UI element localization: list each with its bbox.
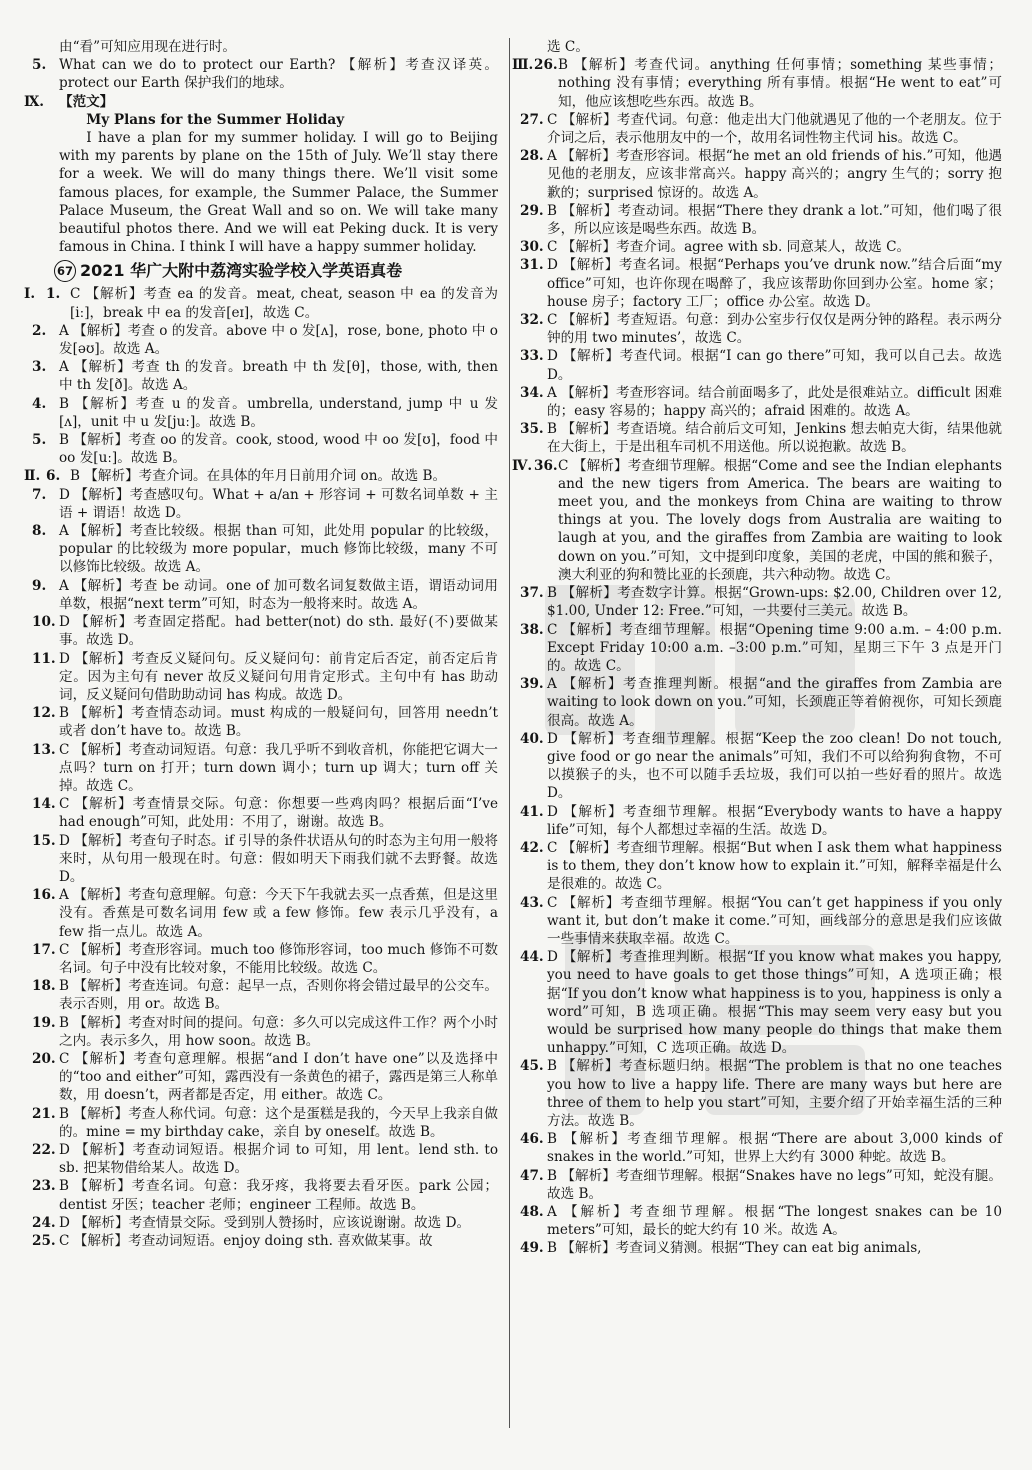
answer-entry [520,238,1002,256]
answer-entry [520,730,1002,803]
answer-text: What can we do to protect our Earth? 【解析】考查汉译英。protect our Earth 保护我们的地球。 [59,57,498,92]
answer-text: A 【解析】考查推理判断。根据“and the giraffes from Zambia are waiting to look down on you.”可知，长颈鹿正等着俯视你，可知长颈鹿很高。故选 A。 [547,676,1002,729]
answer-entry [520,384,1002,420]
answer-text: D 【解析】考查代词。根据“I can go there”可知，我可以自己去。故选 D。 [547,348,1002,383]
answer-text: B 【解析】考查介词。在具体的年月日前用介词 on。故选 B。 [70,468,447,485]
answer-entry [32,431,498,467]
section-number: Ⅳ. [512,457,533,474]
essay-section-heading [24,93,498,111]
answer-entry [520,38,1002,56]
essay-title: My Plans for the Summer Holiday [86,111,345,128]
answer-text: B 【解析】考查词义猜测。根据“They can eat big animals, [547,1240,922,1257]
question-number: 39. [520,676,544,693]
section-number: Ⅸ. [24,93,45,110]
question-number: 14. [32,796,56,813]
answer-entry [32,38,498,56]
answer-entry [520,420,1002,456]
question-number: 48. [520,1204,544,1220]
answer-entry [520,1057,1002,1130]
question-number: 38. [520,621,544,638]
question-number: 37. [520,585,544,602]
answer-entry [520,347,1002,383]
answer-text: D 【解析】考查动词短语。根据介词 to 可知，用 lent。lend sth. to sb. 把某物借给某人。故选 D。 [59,1141,498,1177]
answer-entry [32,1232,498,1250]
answer-entry [520,1239,1002,1257]
essay-body: I have a plan for my summer holiday. I will go to Beijing with my parents by plane on the 15th of July. We’ll stay there for a week. We will do many things there. We’ll visit some famous places, for example, the Summer Palace, the Summer Palace Museum, the Great Wall and so on. We will take many beautiful photos there. And we will eat Peking duck. It is very famous in China. I think I will have a happy summer holiday. [59,130,498,256]
answer-text: A 【解析】考查形容词。根据“he met an old friends of his.”可知，他遇见他的老朋友，应该非常高兴。happy 高兴的；angry 生气的；sorry 抱歉的；surprised 惊讶的。故选 A。 [547,148,1002,201]
answer-text: B 【解析】考查情态动词。must 构成的一般疑问句，回答用 needn’t 或者 don’t have to。故选 B。 [59,705,498,740]
answer-entry [520,1167,1002,1203]
answer-entry [32,1214,498,1232]
question-number: 3. [32,359,47,376]
answer-entry [520,111,1002,147]
answer-text: C 【解析】考查动词短语。句意：我几乎听不到收音机，你能把它调大一点吗？turn on 打开；turn down 调小；turn up 调大；turn off 关掉。故选 C。 [59,741,498,794]
question-number: 20. [32,1050,56,1067]
answer-entry [32,977,498,1013]
answer-text: B 【解析】考查人称代词。句意：这个是蛋糕是我的，今天早上我亲自做的。mine = my birthday cake，亲自 by oneself。故选 B。 [59,1105,498,1140]
answer-text: C 【解析】考查代词。句意：他走出大门他就遇见了他的一个老朋友。位于介词之后，表示他朋友中的一个，故用名词性物主代词 his。故选 C。 [547,111,1002,147]
answer-text: A 【解析】考查形容词。结合前面喝多了，此处是很难站立。difficult 困难的；easy 容易的；happy 高兴的；afraid 困难的。故选 A。 [547,384,1002,420]
answer-entry [32,486,498,522]
question-number: 45. [520,1058,544,1075]
answer-entry [24,285,498,321]
answer-text: D 【解析】考查反义疑问句。反义疑问句：前肯定后否定，前否定后肯定。因为主句有 never 故反义疑问句用肯定形式。主句中有 has 助动词，反义疑问句借助助动词 has 构成。故选 D。 [59,650,498,703]
answer-text: C 【解析】考查细节理解。根据“Come and see the Indian elephants and the new tigers from America. The bears are waiting to meet you, and the monkeys from China are waiting to throw things at you. The lovely dogs from Australia are waiting to laugh at you, and the giraffes from Zambia are waiting to look down on you.”可知，文中提到印度象，美国的老虎，中国的熊和猴子，澳大利亚的狗和赞比亚的长颈鹿，共六种动物。故选 C。 [558,457,1002,583]
answer-text: A 【解析】考查 o 的发音。above 中 o 发[ʌ]，rose, bone, photo 中 o 发[əʊ]。故选 A。 [59,322,498,358]
question-number: 33. [520,348,544,365]
answer-entry [32,886,498,941]
answer-text: B 【解析】考查名词。句意：我牙疼，我将要去看牙医。park 公园；dentist 牙医；teacher 老师；engineer 工程师。故选 B。 [59,1178,498,1213]
answer-text: B 【解析】考查代词。anything 任何事情；something 某些事情；nothing 没有事情；everything 所有事情。根据“He went to eat”可知，他应该想吃些东西。故选 B。 [558,57,1002,110]
left-column [24,38,498,1448]
answer-text: D 【解析】考查推理判断。根据“If you know what makes you happy, you need to have goals to get those things”可知，A 选项正确；根据“If you don’t know what happiness is to you, happiness is only a word”可知，B 选项正确。根据“This may seem very easy but you would be surprised how many people do things that make them unhappy.”可知，C 选项正确。故选 D。 [547,949,1002,1057]
answer-entry [32,1105,498,1141]
answer-entry [512,457,1002,584]
answer-entry [520,584,1002,620]
answer-text: A 【解析】考查 th 的发音。breath 中 th 发[θ]，those, with, then 中 th 发[ð]。故选 A。 [59,359,498,394]
answer-text: C 【解析】考查 ea 的发音。meat, cheat, season 中 ea 的发音为[iː]，break 中 ea 的发音[eɪ]，故选 C。 [70,286,498,321]
question-number: 46. [520,1131,544,1148]
answer-text: B 【解析】考查细节理解。根据“Snakes have no legs”可知，蛇没有腿。故选 B。 [547,1167,1002,1202]
answer-entry [32,1141,498,1177]
answer-text: C 【解析】考查短语。句意：到办公室步行仅仅是两分钟的路程。表示两分钟的用 two minutes’，故选 C。 [547,312,1002,347]
question-number: 11. [32,650,56,667]
answer-text: B 【解析】考查细节理解。根据“There are about 3,000 kinds of snakes in the world.”可知，世界上大约有 3000 种蛇。故选 B。 [547,1131,1002,1166]
question-number: 42. [520,839,544,856]
question-number: 15. [32,832,56,849]
question-number: 47. [520,1167,544,1184]
answer-text: A 【解析】考查句意理解。句意：今天下午我就去买一点香蕉，但是这里没有。香蕉是可数名词用 few 或 a few 修饰。few 表示几乎没有，a few 指一点儿。故选 A。 [59,887,498,940]
answer-entry [520,839,1002,894]
answer-entry [32,395,498,431]
answer-text: 由“看”可知应用现在进行时。 [59,39,237,55]
answer-entry [32,322,498,358]
question-number: 17. [32,941,56,958]
answer-entry [32,522,498,577]
question-number: 10. [32,614,56,631]
answer-text: B 【解析】考查 oo 的发音。cook, stood, wood 中 oo 发[ʊ]，food 中 oo 发[uː]。故选 B。 [59,432,498,467]
essay-label: 【范文】 [59,93,114,110]
answer-entry [32,1177,498,1213]
answer-entry [32,613,498,649]
answer-text: B 【解析】考查数字计算。根据“Grown-ups: $2.00, Children over 12, $1.00, Under 12: Free.”可知，一共要付三美元。故选 B。 [547,585,1002,620]
answer-entry [32,577,498,613]
answer-text: D 【解析】考查句子时态。if 引导的条件状语从句的时态为主句用一般将来时，从句用一般现在时。句意：假如明天下雨我们就不去野餐。故选 D。 [59,832,498,885]
question-number: 49. [520,1240,544,1257]
question-number: 7. [32,486,47,503]
answer-text: C 【解析】考查句意理解。根据“and I don’t have one”以及选择中的“too and either”可知，露西没有一条黄色的裙子，露西是第三人称单数，用 doesn’t，两者都是否定，用 either。故选 C。 [59,1050,498,1104]
question-number: 22. [32,1141,56,1158]
answer-text: 选 C。 [547,39,589,55]
answer-text: C 【解析】考查动词短语。enjoy doing sth. 喜欢做某事。故 [59,1233,433,1249]
question-number: 30. [520,239,544,256]
answer-text: B 【解析】考查标题归纳。根据“The problem is that no one teaches you how to live a happy life. There are many ways but here are three of them to help you start”可知，主要介绍了开始幸福生活的三种方法。故选 B。 [547,1058,1002,1129]
answer-text: D 【解析】考查细节理解。根据“Keep the zoo clean! Do not touch, give food or go near the animals”可知，我们不可以给狗狗食物，不可以摸猴子的头，也不可以随手丢垃圾，我们可以拍一些好看的照片。故选 D。 [547,730,1002,802]
answer-entry [520,147,1002,202]
answer-text: B 【解析】考查动词。根据“There they drank a lot.”可知，他们喝了很多，所以应该是喝些东西。故选 B。 [547,202,1002,238]
question-number: 35. [520,421,544,438]
question-number: 9. [32,577,47,594]
answer-text: D 【解析】考查情景交际。受到别人赞扬时，应该说谢谢。故选 D。 [59,1214,471,1231]
question-number: 21. [32,1105,56,1122]
answer-text: B 【解析】考查对时间的提问。句意：多久可以完成这件工作？两个小时之内。表示多久，用 how soon。故选 B。 [59,1014,498,1049]
question-number: 44. [520,949,544,966]
question-number: 31. [520,257,544,274]
answer-text: C 【解析】考查情景交际。句意：你想要一些鸡肉吗？根据后面“I’ve had enough”可知，此处用：不用了，谢谢。故选 B。 [59,796,498,831]
answer-entry [520,1130,1002,1166]
answer-entry [520,202,1002,238]
right-column [512,38,1002,1448]
answer-text: D 【解析】考查固定搭配。had better(not) do sth. 最好(不)要做某事。故选 D。 [59,614,498,649]
answer-entry [520,621,1002,676]
question-number: 23. [32,1178,56,1195]
question-number: 16. [32,887,56,904]
answer-entry [512,56,1002,111]
answer-entry [32,650,498,705]
question-number: 19. [32,1014,56,1031]
question-number: 6. [46,468,61,485]
answer-entry [32,941,498,977]
answer-entry [32,1014,498,1050]
answer-text: A 【解析】考查细节理解。根据“The longest snakes can be 10 meters”可知，最长的蛇大约有 10 米。故选 A。 [547,1204,1002,1239]
question-number: 5. [32,57,47,74]
answer-text: C 【解析】考查形容词。much too 修饰形容词，too much 修饰不可数名词。句子中没有比较对象，不能用比较级。故选 C。 [59,941,498,976]
answer-entry [520,311,1002,347]
answer-entry [32,1050,498,1105]
question-number: 4. [32,395,47,412]
answer-entry [32,358,498,394]
question-number: 29. [520,202,544,219]
section-number: Ⅱ. [24,468,41,485]
question-number: 8. [32,523,47,540]
answer-entry [32,741,498,796]
answer-text: B 【解析】考查语境。结合前后文可知，Jenkins 想去帕克大街，结果他就在大街上，于是出租车司机不用送他。所以说抱歉。故选 B。 [547,421,1002,456]
question-number: 40. [520,730,544,747]
question-number: 26. [534,57,558,74]
question-number: 13. [32,741,56,758]
answer-text: B 【解析】考查连词。句意：起早一点，否则你将会错过最早的公交车。表示否则，用 or。故选 B。 [59,978,498,1013]
question-number: 18. [32,978,56,995]
answer-text: A 【解析】考查比较级。根据 than 可知，此处用 popular 的比较级，popular 的比较级为 more popular，much 修饰比较级，many 不可以修饰比较级。故选 A。 [59,523,498,576]
question-number: 34. [520,384,544,401]
answer-entry [520,894,1002,949]
question-number: 5. [32,432,47,449]
answer-entry [520,803,1002,839]
column-divider [509,38,510,1428]
answer-text: C 【解析】考查介词。agree with sb. 同意某人，故选 C。 [547,239,911,256]
question-number: 1. [46,286,61,303]
answer-text: D 【解析】考查名词。根据“Perhaps you’ve drunk now.”结合后面“my office”可知，也许你现在喝醉了，我应该帮助你回到办公室。home 家；house 房子；factory 工厂；office 办公室。故选 D。 [547,257,1002,310]
answer-text: C 【解析】考查细节理解。根据“You can’t get happiness if you only want it, but don’t make it come.”可知，画线部分的意思是我们应该做一些事情来获取幸福。故选 C。 [547,894,1002,947]
question-number: 27. [520,111,544,128]
answer-entry [32,832,498,887]
answer-entry [32,795,498,831]
section-number: Ⅰ. [24,286,36,303]
answer-entry [520,256,1002,311]
exam-number-badge: 67 [54,260,76,282]
question-number: 28. [520,148,544,165]
answer-entry [32,704,498,740]
question-number: 12. [32,705,56,722]
question-number: 41. [520,803,544,820]
question-number: 24. [32,1214,56,1231]
exam-title-text: 2021 华广大附中荔湾实验学校入学英语真卷 [80,261,403,281]
model-essay [32,111,498,257]
question-number: 32. [520,312,544,329]
answer-text: D 【解析】考查细节理解。根据“Everybody wants to have a happy life”可知，每个人都想过幸福的生活。故选 D。 [547,803,1002,838]
answer-entry [24,467,498,485]
question-number: 2. [32,322,47,339]
answer-text: C 【解析】考查细节理解。根据“Opening time 9:00 a.m. – 4:00 p.m. Except Friday 10:00 a.m. –3:00 p.m.”可知，星期三下午 3 点是开门的。故选 C。 [547,621,1002,674]
answer-entry [520,948,1002,1057]
answer-text: C 【解析】考查细节理解。根据“But when I ask them what happiness is to them, they don’t know how to explain it.”可知，解释幸福是什么是很难的。故选 C。 [547,839,1002,893]
answer-text: D 【解析】考查感叹句。What + a/an + 形容词 + 可数名词单数 + 主语 + 谓语！故选 D。 [59,486,498,521]
question-number: 36. [534,457,558,474]
answer-entry [32,56,498,92]
answer-entry [520,675,1002,730]
answer-text: B 【解析】考查 u 的发音。umbrella, understand, jump 中 u 发[ʌ]，unit 中 u 发[juː]。故选 B。 [59,395,498,430]
section-number: Ⅲ. [512,57,534,74]
question-number: 25. [32,1233,56,1249]
answer-text: A 【解析】考查 be 动词。one of 加可数名词复数做主语，谓语动词用单数，根据“next term”可知，时态为一般将来时。故选 A。 [59,577,498,612]
exam-title [54,259,498,283]
answer-entry [520,1203,1002,1239]
question-number: 43. [520,894,544,911]
